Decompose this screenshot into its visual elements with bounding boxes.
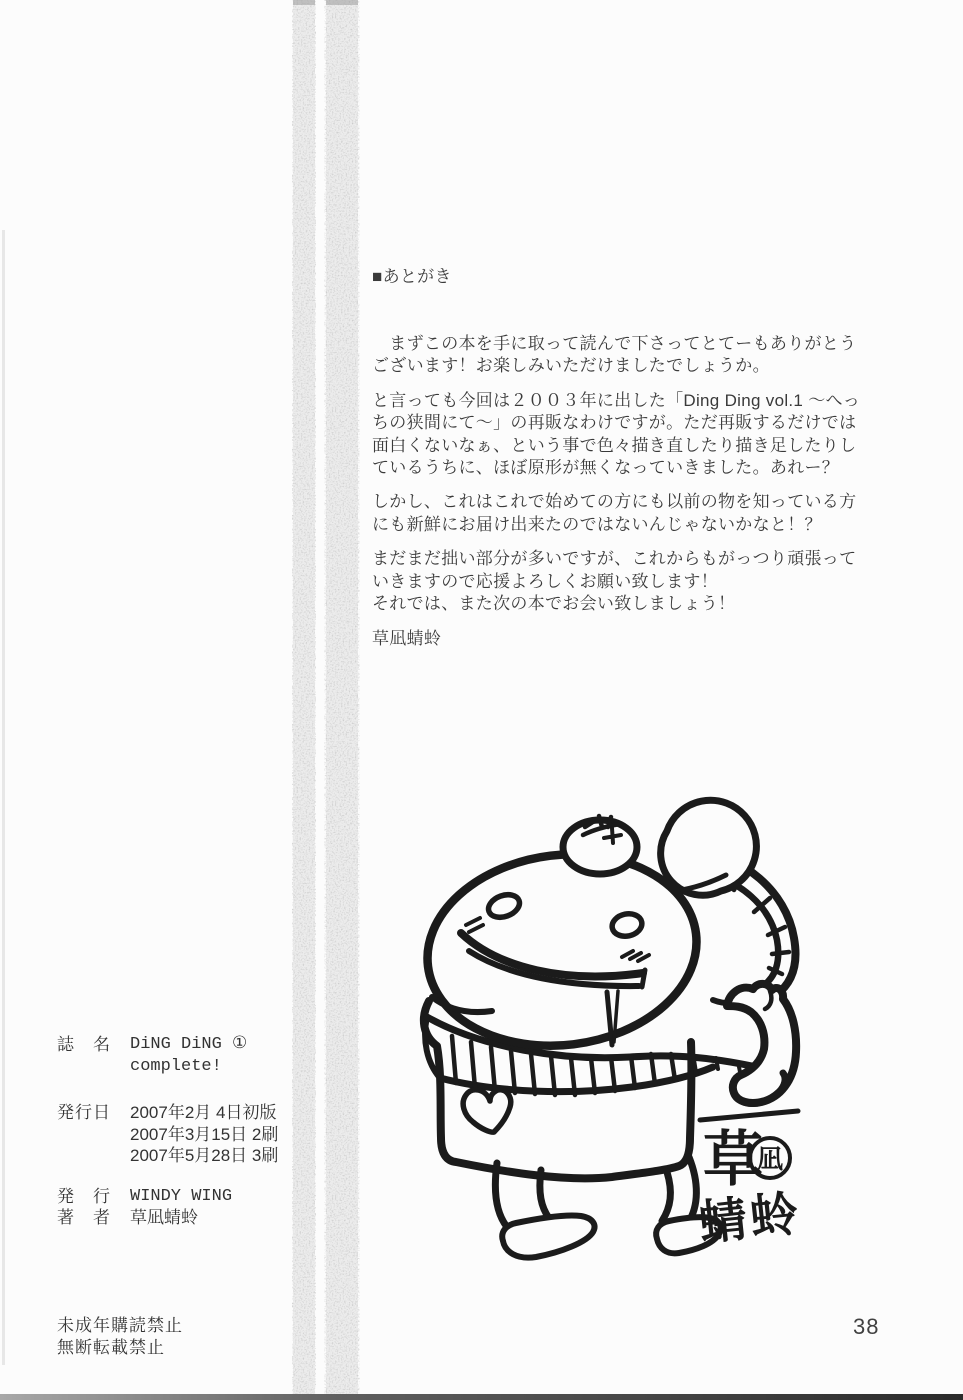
afterword-line: まずこの本を手に取って読んで下さってとてーもありがとう bbox=[372, 334, 857, 354]
afterword-line: ございます！お楽しみいただけましたでしょうか。 bbox=[372, 356, 770, 376]
colophon-values bbox=[130, 1186, 232, 1208]
colophon-row bbox=[57, 1186, 357, 1208]
colophon-row bbox=[57, 1034, 357, 1077]
afterword-line: ちの狭間にて～」の再販なわけですが。ただ再販するだけでは bbox=[372, 413, 857, 433]
colophon bbox=[57, 991, 357, 1400]
afterword bbox=[372, 221, 912, 707]
afterword-paragraph bbox=[372, 390, 912, 480]
crescent-moon-icon bbox=[661, 800, 757, 895]
colophon-value-line: 草凪蜻蛉 bbox=[130, 1208, 198, 1227]
colophon-values bbox=[130, 1102, 278, 1167]
page-number: 38 bbox=[853, 1314, 880, 1339]
colophon-value-line: complete! bbox=[130, 1056, 222, 1076]
afterword-paragraphs bbox=[372, 333, 912, 650]
afterword-line: それでは、また次の本でお会い致しましょう！ bbox=[372, 594, 736, 614]
colophon-value-line: DiNG DiNG ① bbox=[130, 1035, 248, 1054]
colophon-value-line: 2007年5月28日 3刷 bbox=[130, 1146, 279, 1165]
colophon-values bbox=[130, 1207, 198, 1229]
curled-tail bbox=[727, 984, 796, 1104]
colophon-values bbox=[130, 1034, 247, 1077]
colophon-label: 発行日 bbox=[57, 1103, 111, 1122]
afterword-paragraph bbox=[372, 628, 912, 650]
colophon-value-line: WINDY WING bbox=[130, 1186, 233, 1206]
afterword-line: ているうちに、ほぼ原形が無くなっていきました。あれー？ bbox=[372, 458, 840, 478]
afterword-line: 面白くないなぁ、という事で色々描き直したり描き足したりし bbox=[372, 435, 857, 455]
afterword-paragraph bbox=[372, 333, 912, 378]
colophon-value-line: 2007年3月15日 2刷 bbox=[130, 1124, 279, 1144]
colophon-label: 著 者 bbox=[57, 1208, 111, 1227]
signature-kanji-top: 草 bbox=[703, 1126, 763, 1193]
afterword-paragraph bbox=[372, 548, 912, 615]
afterword-heading: ■あとがき bbox=[372, 266, 452, 286]
colophon-rows bbox=[57, 1034, 357, 1229]
afterword-line: まだまだ拙い部分が多いですが、これからもがっつり頑張って bbox=[372, 549, 857, 569]
afterword-line: 草凪蜻蛉 bbox=[372, 628, 442, 648]
scan-left-edge-line bbox=[2, 230, 5, 1365]
notice-line: 無断転載禁止 bbox=[57, 1337, 165, 1357]
notice-line: 未成年購読禁止 bbox=[57, 1315, 183, 1335]
afterword-paragraph bbox=[372, 491, 912, 536]
afterword-line: しかし、これはこれで始めての方にも以前の物を知っている方 bbox=[372, 492, 857, 512]
orange-on-head-icon bbox=[563, 816, 637, 874]
colophon-row bbox=[57, 1207, 357, 1229]
colophon-row bbox=[57, 1102, 357, 1167]
artist-signature bbox=[697, 1111, 804, 1251]
afterword-line: と言っても今回は２００３年に出した「Ding Ding vol.1 ～へっ bbox=[372, 390, 861, 410]
stripe-top-cap bbox=[293, 0, 315, 5]
colophon-label: 誌 名 bbox=[57, 1035, 111, 1054]
mascot-illustration bbox=[413, 778, 893, 1343]
colophon-label: 発 行 bbox=[57, 1186, 111, 1206]
stripe-top-cap bbox=[326, 0, 358, 5]
signature-kanji-circle: 凪 bbox=[756, 1144, 784, 1174]
signature-kanji-bottom: 蜻蛉 bbox=[696, 1187, 804, 1251]
publication-notices bbox=[57, 1315, 357, 1359]
afterword-line: にも新鮮にお届け出来たのではないんじゃないかなと！？ bbox=[372, 514, 822, 534]
afterword-line: いきますので応援よろしくお願い致します！ bbox=[372, 571, 718, 591]
colophon-value-line: 2007年2月 4日初版 bbox=[130, 1103, 277, 1122]
